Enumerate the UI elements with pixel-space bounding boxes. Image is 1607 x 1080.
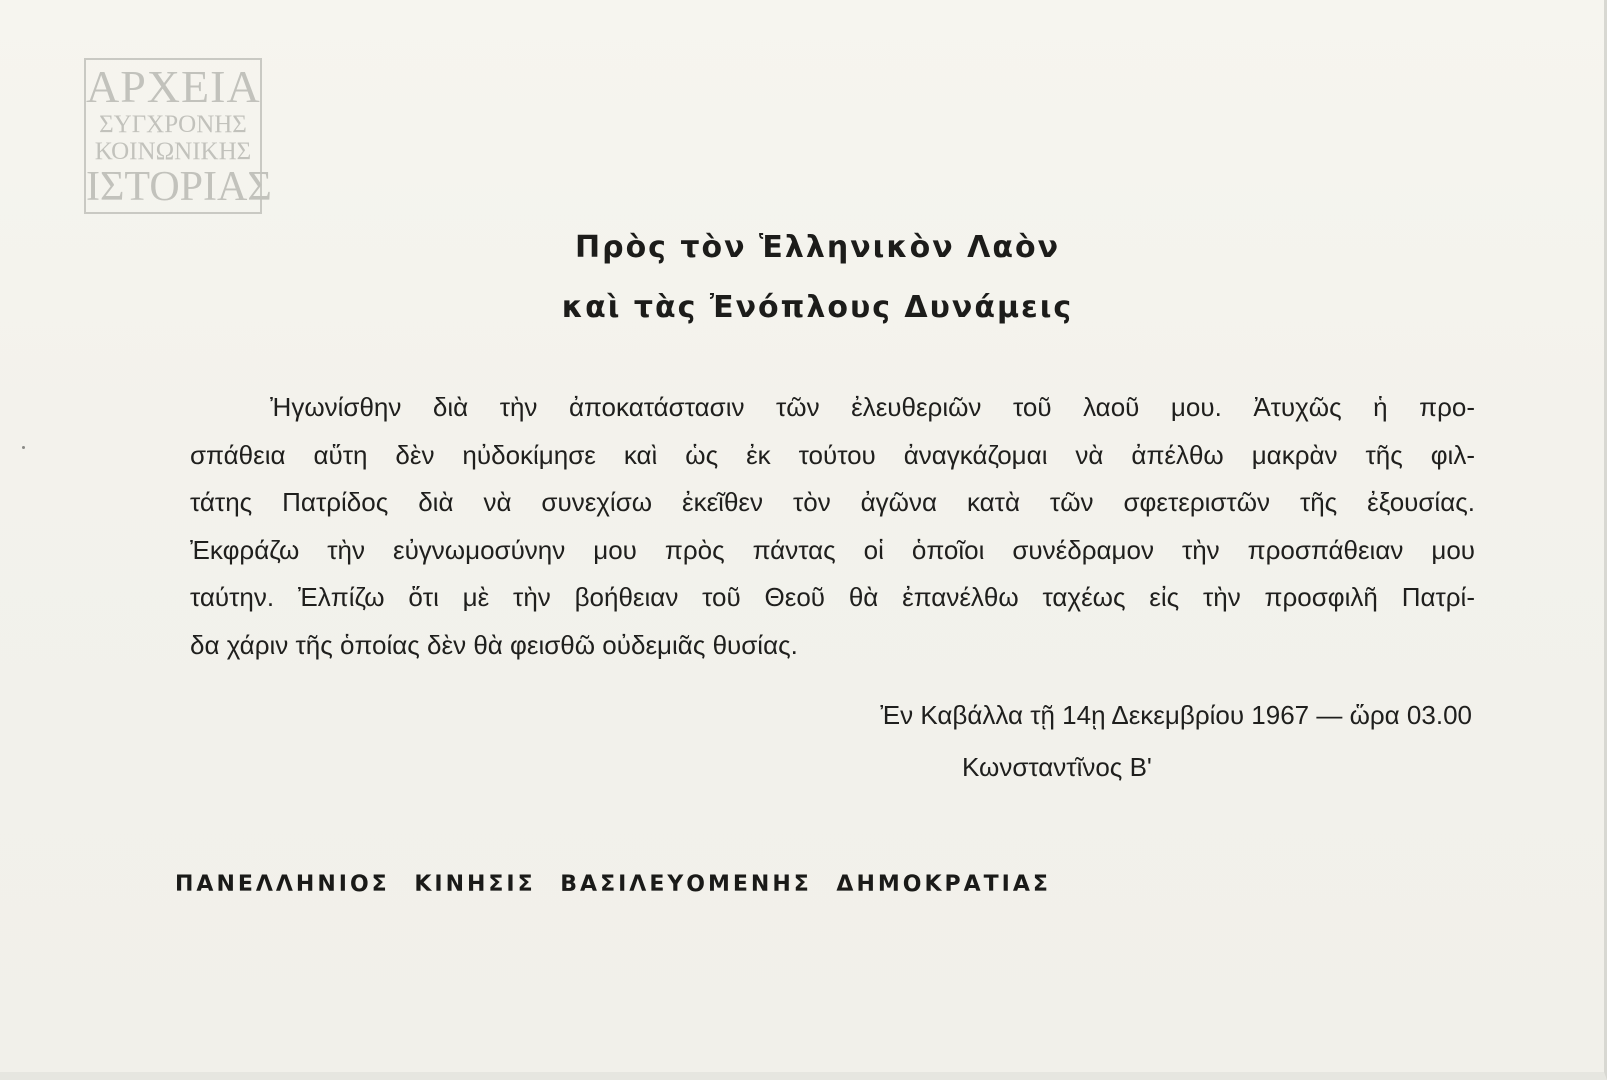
body-line: τάτης Πατρίδος διὰ νὰ συνεχίσω ἐκεῖθεν τὸν ἀγῶνα κατὰ τῶν σφετεριστῶν τῆς ἐξουσίας. [190,487,1475,517]
watermark-line: ΑΡΧΕΙΑ [86,61,261,112]
body-line: σπάθεια αὕτη δὲν ηὐδοκίμησε καὶ ὡς ἐκ τούτου ἀναγκάζομαι νὰ ἀπέλθω μακρὰν τῆς φιλ- [190,439,1475,470]
place-date-line: Ἐν Καβάλλα τῇ 14ῃ Δεκεμβρίου 1967 — ὥρα 03.00 [880,700,1472,730]
heading-line-2: καὶ τὰς Ἐνόπλους Δυνάμεις [561,290,1074,325]
paper-speck [22,446,25,449]
archive-watermark-stamp [84,58,272,214]
body-line: Ἠγωνίσθην διὰ τὴν ἀποκατάστασιν τῶν ἐλευθεριῶν τοῦ λαοῦ μου. Ἀτυχῶς ἡ προ- [270,392,1475,422]
watermark-line: ΙΣΤΟΡΙΑΣ [86,164,272,210]
body-line: Ἐκφράζω τὴν εὐγνωμοσύνην μου πρὸς πάντας οἱ ὁποῖοι συνέδραμον τὴν προσπάθειαν μου [190,534,1475,565]
body-line: ταύτην. Ἐλπίζω ὅτι μὲ τὴν βοήθειαν τοῦ Θεοῦ θὰ ἐπανέλθω ταχέως εἰς τὴν προσφιλῆ Πατρί- [190,582,1475,612]
organization-footer: ΠΑΝΕΛΛΗΝΙΟΣ ΚΙΝΗΣΙΣ ΒΑΣΙΛΕΥΟΜΕΝΗΣ ΔΗΜΟΚΡΑΤΙΑΣ [175,872,1051,897]
proclamation-body [190,384,1475,669]
heading-line-1: Πρὸς τὸν Ἑλληνικὸν Λαὸν [574,230,1060,265]
watermark-line: ΚΟΙΝΩΝΙΚΗΣ [94,138,252,165]
body-line: δα χάριν τῆς ὁποίας δὲν θὰ φεισθῶ οὐδεμιᾶς θυσίας. [190,629,798,660]
signature: Κωνσταντῖνος Β' [962,752,1152,782]
watermark-line: ΣΥΓΧΡΟΝΗΣ [99,111,247,138]
